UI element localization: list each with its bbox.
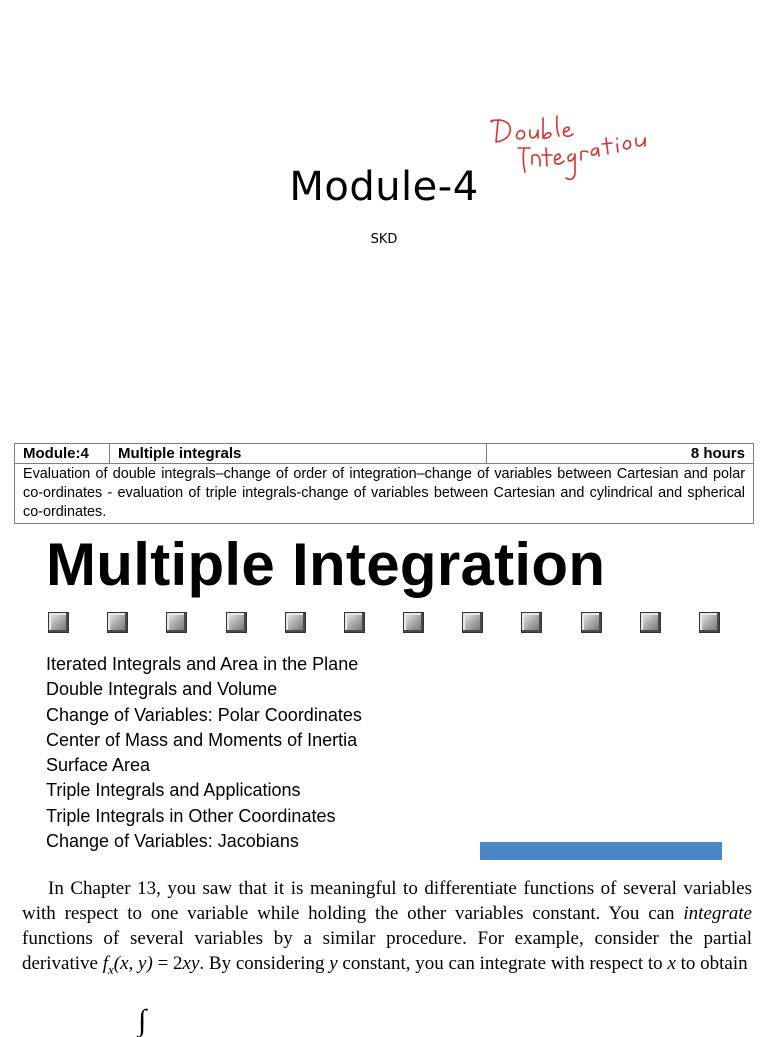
bevel-square-icon	[48, 612, 69, 633]
toc-item: Change of Variables: Jacobians	[46, 831, 299, 852]
bevel-square-icon	[107, 612, 128, 633]
decorative-square-row	[48, 612, 720, 634]
accent-bar	[480, 842, 722, 860]
bevel-square-icon	[699, 612, 720, 633]
hours-cell: 8 hours	[487, 444, 754, 464]
syllabus-table	[14, 443, 754, 524]
slide-author: SKD	[370, 232, 398, 247]
toc-item: Iterated Integrals and Area in the Plane	[46, 654, 359, 674]
bevel-square-icon	[403, 612, 424, 633]
chapter-toc	[46, 652, 362, 854]
toc-item: Change of Variables: Polar Coordinates	[46, 704, 362, 725]
syllabus-description: Evaluation of double integrals–change of order of integration–change of variables between Cartesian and polar co-ordinates - evaluation of triple integrals-change of variables between Cartesian and cylindrical and spherical co-ordinates.	[15, 464, 754, 524]
toc-item: Triple Integrals and Applications	[46, 780, 301, 801]
chapter-intro-text	[22, 876, 752, 982]
bevel-square-icon	[344, 612, 365, 633]
module-cell: Module:4	[15, 444, 110, 464]
integral-sign: ∫	[138, 1004, 147, 1037]
intro-paragraph: In Chapter 13, you saw that it is meaningful to differentiate functions of several variables with respect to one variable while holding the other variables constant. You can integrate functions of several variables by a similar procedure. For example, consider the partial derivative $f_x(x$, y) = 2xy. By considering y constant, you can integrate with respect to x to obtain	[22, 878, 752, 977]
toc-item: Center of Mass and Moments of Inertia	[46, 729, 358, 750]
topic-cell: Multiple integrals	[110, 444, 487, 464]
bevel-square-icon	[285, 612, 306, 633]
syllabus-header-row	[15, 444, 754, 464]
bevel-square-icon	[166, 612, 187, 633]
bevel-square-icon	[640, 612, 661, 633]
chapter-heading: Multiple Integration	[46, 531, 606, 598]
toc-item: Double Integrals and Volume	[46, 679, 278, 700]
bevel-square-icon	[226, 612, 247, 633]
bevel-square-icon	[462, 612, 483, 633]
slide-title: Module-4	[289, 164, 479, 210]
toc-item: Surface Area	[46, 755, 151, 776]
bevel-square-icon	[521, 612, 542, 633]
syllabus-description-row	[15, 464, 754, 524]
toc-item: Triple Integrals in Other Coordinates	[46, 805, 336, 826]
bevel-square-icon	[581, 612, 602, 633]
